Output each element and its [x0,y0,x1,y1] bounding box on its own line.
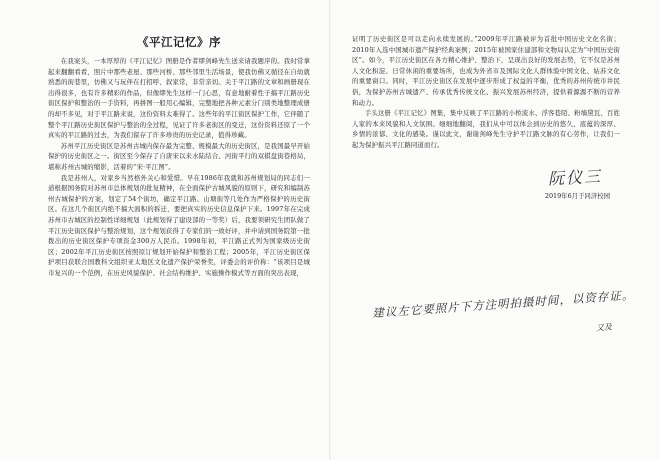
preface-title: 《平江记忆》序 [137,35,221,49]
right-paragraph-2: 手头这册《平江记忆》图集，集中反映了平江路的小桥流水、浮客巷陌、粉墙黛瓦、百姓人家的本来风貌和人文氛围。细细地翻阅，我们从中可以体会到历史的悠久、底蕴的深厚、乡情的浓郁、文化的感染。谨以此文，谢谢剑峰先生守护平江路文脉的有心劳作，让我们一起为保护振兴平江路同道而行。 [352,109,620,149]
handwritten-note-sign: 又及 [595,322,613,333]
right-page [330,0,660,460]
signature-date: 2019年6月于同济校园 [544,191,610,200]
left-paragraph-2: 苏州平江历史街区是苏州古城内保存最为完整、规模最大的历史街区，是我国最早开始保护的历史街区之一。街区至今保存了自唐宋以来水陆结合、河街平行的双棋盘街巷格局，堪称苏州古城的缩影，活着的“宋·平江图”。 [48,141,310,171]
right-paragraph-1: 证明了历史街区是可以走向永续发展的。”2009年平江路被评为首批中国历史文化名街；2010年入选中国城市遗产保护经典案例；2015年被国家住建部和文物局认定为“中国历史街区”。如今，平江历史街区在各方精心维护、整治下，呈现出良好的发展态势，它不仅是苏州人文化积淀、日常休闲的重要场所，也成为外省市及国际文化人群体验中国文化、姑苏文化的重要窗口。同时，平江历史街区在发展中逐步形成了权益的平衡，优秀的苏州传统市井民俗，为保护苏州古城遗产、传承优秀传统文化、振兴发展苏州经济，提供着源源不断的营养和动力。 [352,35,620,107]
author-signature: 阮仪三 [547,166,603,188]
left-paragraph-3: 我是苏州人，对家乡当然格外关心和爱惜。早在1986年我就和苏州规划局的同志们一道根据国务院对苏州市总体规划的批复精神，在全面保护古城风貌的原则下，研究和编制苏州古城保护的方案，划定了54个街坊，确定平江路、山塘街等几处作为严格保护的历史街区。在这几个街区内绝不搞大面积的拆迁，要把真实的历史信息保护下来。1997年在完成苏州市古城区的控制性详细规划（此规划得了建设部的一等奖）后，我要领研究生团队做了平江历史街区保护与整治规划，这个规划获得了专家们的一致好评，并申请到国务院第一批拨出的历史街区保护专项资金300万人民币。1998年初，平江路正式列为国家级历史街区；2002年平江历史街区按照原订规划开始保护和整治工程；2005年，平江历史街区保护项目获联合国教科文组织亚太地区文化遗产保护荣誉奖，评委会的评价称：“该项目是城市复兴的一个范例，在历史风貌保护、社会结构维护、实施操作模式等方面的突出表现， [48,173,310,277]
left-paragraph-1: 在我案头，一本厚厚的《平江记忆》图册是作者缪剑峰先生送来请我题序的。我时常拿起来翻翻看看，照片中那些老屋、那些河桥、那些邻里生活场景，使我仿佛又循径在自幼就熟悉的街巷里，仿佛又与玩伴在打招呼、叙家常，非常亲切。关于平江路的文章和画册现在出得很多，也有许多精彩的作品，但像缪先生这样一门心思，有意地耐着性子搞平江路历史街区保护和整治的一手资料，再拼图一般用心编辑，完整地把各种元素分门别类地整理成册的却不多见，对于平江路来说，这份资料太难得了。这些年的平江街区保护工作，它伴随了整个平江路历史街区保护与整治的全过程，见证了许多老街区的变迁，这份资料还原了一个真实的平江路的过去，为我们留存了许多珍贵的历史记录，值得珍藏。 [48,57,310,140]
signature-block [352,161,620,219]
handwritten-note: 建议左它要照片下方注明拍摄时间，以资存证。 [371,287,635,321]
